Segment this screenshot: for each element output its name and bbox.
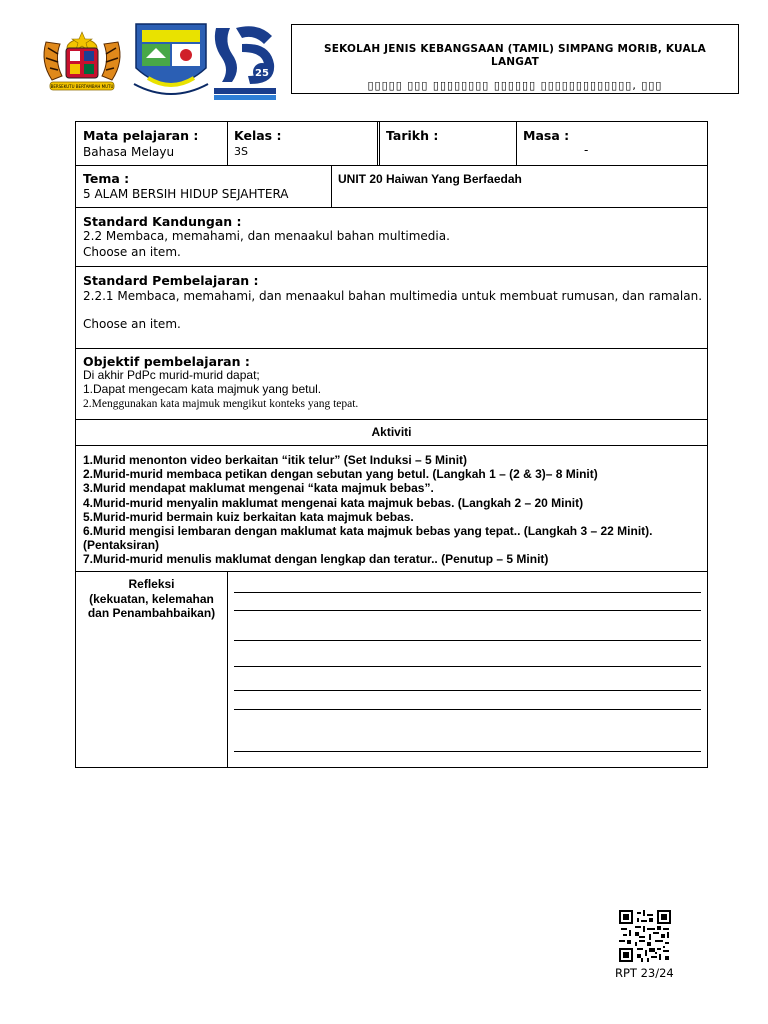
school-crest-icon	[134, 24, 208, 94]
svg-text:25: 25	[255, 68, 269, 79]
objective-label: Objektif pembelajaran :	[83, 354, 250, 369]
unit-title: UNIT 20 Haiwan Yang Berfaedah	[338, 172, 522, 186]
reflection-line[interactable]	[234, 751, 701, 752]
sk-value: 2.2 Membaca, memahami, dan menaakul bahan multimedia.	[83, 229, 450, 243]
activity-item: (Pentaksiran)	[83, 538, 160, 553]
program-25-logo-icon	[214, 26, 276, 100]
theme-value: 5 ALAM BERSIH HIDUP SEJAHTERA	[83, 187, 289, 201]
class-label: Kelas :	[234, 128, 282, 143]
activity-item: 5.Murid-murid bermain kuiz berkaitan kata majmuk bebas.	[83, 509, 414, 524]
reflection-line[interactable]	[234, 610, 701, 611]
sp-value: 2.2.1 Membaca, memahami, dan menaakul bahan multimedia untuk membuat rumusan, dan ramalan.	[83, 289, 703, 303]
theme-label: Tema :	[83, 171, 130, 186]
header-logos	[36, 18, 281, 102]
sk-choose-item[interactable]: Choose an item.	[83, 245, 181, 259]
activity-list	[83, 453, 703, 567]
subject-label: Mata pelajaran :	[83, 128, 199, 143]
class-value: 3S	[234, 145, 248, 158]
objective-intro: Di akhir PdPc murid-murid dapat;	[83, 368, 260, 382]
sp-label: Standard Pembelajaran :	[83, 273, 259, 288]
time-value[interactable]: -	[584, 143, 589, 157]
reflection-label: Refleksi (kekuatan, kelemahan dan Penambahbaikan)	[87, 577, 216, 620]
date-label: Tarikh :	[386, 128, 439, 143]
objective-1: 1.Dapat mengecam kata majmuk yang betul.	[83, 382, 322, 396]
reflection-line[interactable]	[234, 709, 701, 710]
subject-value: Bahasa Melayu	[83, 145, 175, 159]
school-name-tamil: ▯▯▯▯▯ ▯▯▯ ▯▯▯▯▯▯▯▯ ▯▯▯▯▯▯ ▯▯▯▯▯▯▯▯▯▯▯▯▯, ▯▯▯	[367, 79, 663, 92]
school-name-box	[291, 24, 739, 94]
sk-label: Standard Kandungan :	[83, 214, 242, 229]
lesson-plan-table	[75, 121, 708, 768]
objective-2: 2.Menggunakan kata majmuk mengikut konteks yang tepat.	[83, 398, 359, 410]
school-name: SEKOLAH JENIS KEBANGSAAN (TAMIL) SIMPANG MORIB, KUALA LANGAT	[323, 43, 706, 68]
activity-item: 3.Murid mendapat maklumat mengenai “kata majmuk bebas”.	[83, 481, 434, 496]
reflection-line[interactable]	[234, 690, 701, 691]
reflection-line[interactable]	[234, 592, 701, 593]
qr-code-icon	[619, 910, 671, 962]
time-label: Masa :	[523, 128, 570, 143]
activity-heading: Aktiviti	[371, 425, 412, 439]
sp-choose-item[interactable]: Choose an item.	[83, 317, 181, 331]
malaysia-coat-of-arms-icon	[36, 18, 281, 102]
document-code: RPT 23/24	[615, 966, 674, 980]
svg-text:BERSEKUTU BERTAMBAH MUTU: BERSEKUTU BERTAMBAH MUTU	[50, 84, 114, 89]
reflection-line[interactable]	[234, 640, 701, 641]
activity-item: 7.Murid-murid menulis maklumat dengan lengkap dan teratur.. (Penutup – 5 Minit)	[83, 552, 549, 567]
activity-item: 1.Murid menonton video berkaitan “itik telur” (Set Induksi – 5 Minit)	[83, 453, 468, 467]
activity-item: 4.Murid-murid menyalin maklumat mengenai kata majmuk bebas. (Langkah 2 – 20 Minit)	[83, 495, 584, 510]
reflection-line[interactable]	[234, 666, 701, 667]
activity-item: 2.Murid-murid membaca petikan dengan sebutan yang betul. (Langkah 1 – (2 & 3)– 8 Minit)	[83, 467, 598, 482]
activity-item: 6.Murid mengisi lembaran dengan maklumat kata majmuk bebas yang tepat.. (Langkah 3 – 22 Minit).	[83, 524, 653, 539]
